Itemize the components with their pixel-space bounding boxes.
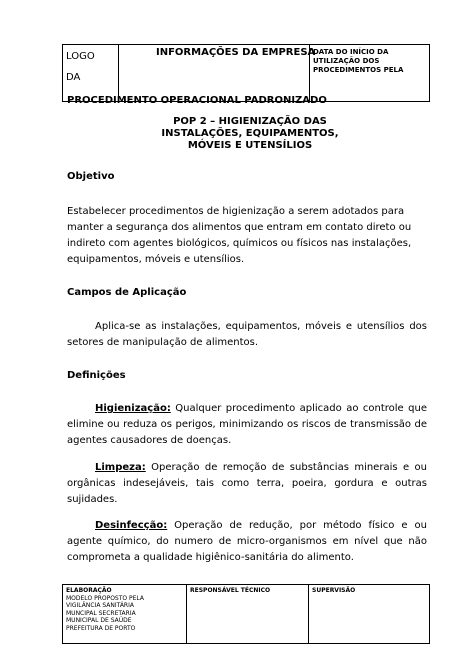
responsavel-cell: RESPONSÁVEL TÉCNICO <box>190 587 271 594</box>
campos-text: Aplica-se as instalações, equipamentos, móveis e utensílios dos setores de manipulação de alimentos. <box>67 321 427 348</box>
definition-desinfeccao: Desinfecção: Operação de redução, por método físico e ou agente químico, do numero de micro-organismos em nível que não comprometa a qualidade higiênico-sanitária do alimento. <box>67 520 427 563</box>
definition-higienizacao: Higienização: Qualquer procedimento aplicado ao controle que elimine ou reduza os perigos, minimizando os riscos de transmissão de agentes causadores de doenças. <box>67 403 427 446</box>
objetivo-text: Estabelecer procedimentos de higienização a serem adotados para manter a segurança dos alimentos que entram em contato direto ou indireto com agentes biológicos, químicos ou físicos nas instalações, equipamentos, móveis e utensílios. <box>67 206 412 265</box>
term-limpeza: Limpeza: <box>95 462 146 473</box>
footer-divider <box>186 584 187 644</box>
term-desinfeccao: Desinfecção: <box>95 520 168 531</box>
definition-limpeza: Limpeza: Operação de remoção de substâncias minerais e ou orgânicas indesejáveis, tais como terra, poeira, gordura e outras sujidades. <box>67 462 427 505</box>
definicoes-heading: Definições <box>67 370 126 381</box>
pop-title: PROCEDIMENTO OPERACIONAL PADRONIZADO <box>67 95 327 106</box>
header-divider <box>118 44 119 102</box>
footer-table <box>62 584 430 644</box>
term-higienizacao: Higienização: <box>95 403 171 414</box>
objetivo-heading: Objetivo <box>67 171 115 182</box>
logo-placeholder: LOGO DA <box>66 51 95 83</box>
campos-heading: Campos de Aplicação <box>67 287 187 298</box>
footer-divider <box>308 584 309 644</box>
company-info-label: INFORMAÇÕES DA EMPRESA <box>156 47 316 58</box>
supervisao-cell: SUPERVISÃO <box>312 587 356 594</box>
document-title: POP 2 – HIGIENIZAÇÃO DAS INSTALAÇÕES, EQUIPAMENTOS, MÓVEIS E UTENSÍLIOS <box>161 116 339 151</box>
elaboracao-cell: ELABORAÇÃO MODELO PROPOSTO PELA VIGILÂNCIA SANITÁRIA MUNCIPAL SECRETARIA MUNICIPAL DE SAÚDE PREFEITURA DE PORTO <box>66 587 145 632</box>
start-date-label: DATA DO INÍCIO DA UTILIZAÇÃO DOS PROCEDIMENTOS PELA <box>313 48 404 74</box>
